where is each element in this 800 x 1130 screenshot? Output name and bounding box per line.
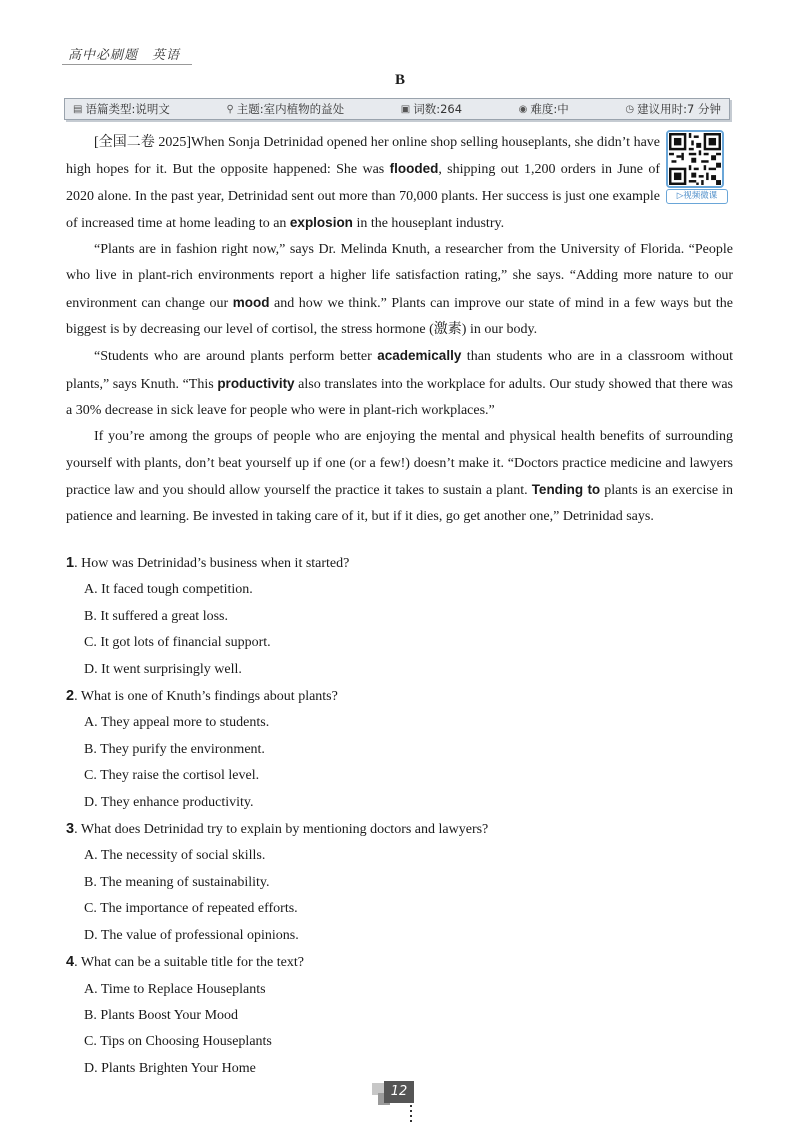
topic-text: 主题:室内植物的益处 bbox=[236, 102, 345, 116]
paragraph-4: If you’re among the groups of people who are enjoying the mental and physical health benefits of surrounding yourself with plants, don’t beat yourself up if one (or a few!) doesn’t make it. “Doctors practice medicine and lawyers practice law and you should allow yourself the practice it takes to sustain a plant. Tending to plants is an exercise in patience and learning. Be invested in taking care of it, but if it dies, go get another one,” Detrinidad says. bbox=[66, 429, 733, 525]
video-lesson-label[interactable]: ▷视频微课 bbox=[666, 189, 728, 204]
answer-option[interactable]: C. They raise the cortisol level. bbox=[84, 768, 260, 784]
info-difficulty bbox=[519, 101, 569, 117]
time-text: 建议用时:7 分钟 bbox=[637, 102, 721, 116]
key-word: explosion bbox=[289, 214, 353, 230]
answer-option[interactable]: C. The importance of repeated efforts. bbox=[84, 901, 298, 917]
difficulty-text: 难度:中 bbox=[530, 102, 569, 116]
clock-icon: ◷ bbox=[625, 103, 635, 115]
key-word: productivity bbox=[217, 375, 295, 391]
info-time bbox=[625, 101, 721, 117]
key-word: mood bbox=[232, 294, 270, 310]
reading-passage bbox=[66, 130, 733, 530]
gauge-icon: ◉ bbox=[518, 103, 528, 115]
book-icon: ▣ bbox=[400, 103, 411, 115]
question-number: 1 bbox=[66, 555, 75, 571]
header-rule bbox=[62, 64, 192, 65]
key-word: Tending to bbox=[531, 481, 601, 497]
question-1 bbox=[66, 550, 733, 683]
answer-option[interactable]: D. They enhance productivity. bbox=[84, 794, 254, 810]
info-topic bbox=[226, 101, 344, 117]
question-2 bbox=[66, 683, 733, 816]
section-letter: B bbox=[394, 72, 405, 88]
question-number: 4 bbox=[66, 954, 75, 971]
question-number: 3 bbox=[66, 821, 75, 838]
answer-option[interactable]: B. The meaning of sustainability. bbox=[84, 874, 270, 890]
decor-dots bbox=[410, 1105, 412, 1123]
info-genre bbox=[73, 101, 170, 117]
info-bar bbox=[64, 98, 730, 120]
answer-option[interactable]: C. Tips on Choosing Houseplants bbox=[84, 1034, 272, 1050]
answer-option[interactable]: A. Time to Replace Houseplants bbox=[84, 981, 266, 997]
key-word: academically bbox=[377, 348, 462, 364]
word-count-text: 词数:264 bbox=[413, 102, 463, 116]
answer-option[interactable]: D. The value of professional opinions. bbox=[84, 927, 299, 943]
source-tag: [全国二卷 2025] bbox=[94, 135, 192, 150]
paragraph-2: “Plants are in fashion right now,” says Dr. Melinda Knuth, a researcher from the University of Florida. “People who live in plant-rich environments report a higher life satisfaction rating,” she says. “Adding more nature to our environment can change our mood and how we think.” Plants can improve our state of mind in a few ways but the biggest is by decreasing our level of cortisol, the stress hormone (激素) in our body. bbox=[66, 242, 733, 338]
question-stem: 4. What can be a suitable title for the text? bbox=[66, 954, 304, 971]
paragraph-1: [全国二卷 2025]When Sonja Detrinidad opened her online shop selling houseplants, she didn’t have high hopes for it. But the opposite happened: She was flooded, shipping out 1,200 orders in June of 2020 alone. In the past year, Detrinidad sent out more than 70,000 plants. Her success is just one example of increased time at home leading to an explosion in the houseplant industry. bbox=[66, 135, 660, 231]
answer-option[interactable]: D. Plants Brighten Your Home bbox=[84, 1060, 256, 1076]
running-header: 高中必刷题 英语 bbox=[68, 48, 181, 63]
question-stem: 2. What is one of Knuth’s findings about plants? bbox=[66, 688, 338, 705]
question-number: 2 bbox=[66, 688, 75, 705]
question-list bbox=[66, 550, 733, 1082]
page-number: 12 bbox=[384, 1081, 414, 1103]
answer-option[interactable]: A. They appeal more to students. bbox=[84, 715, 270, 731]
info-word-count bbox=[401, 101, 462, 117]
answer-option[interactable]: A. The necessity of social skills. bbox=[84, 848, 266, 864]
answer-option[interactable]: B. It suffered a great loss. bbox=[84, 608, 228, 624]
paragraph-3: “Students who are around plants perform better academically than students who are in a classroom without plants,” says Knuth. “This productivity also translates into the workplace for adults. Our study showed that there was a 30% decrease in sick leave for people who were in plant-rich workplaces.” bbox=[66, 348, 733, 418]
magnifier-icon: ⚲ bbox=[226, 103, 234, 115]
answer-option[interactable]: B. They purify the environment. bbox=[84, 741, 265, 757]
document-icon: ▤ bbox=[73, 103, 83, 115]
question-4 bbox=[66, 949, 733, 1082]
answer-option[interactable]: A. It faced tough competition. bbox=[84, 582, 253, 598]
question-stem: 3. What does Detrinidad try to explain by mentioning doctors and lawyers? bbox=[66, 821, 489, 838]
key-word: flooded bbox=[389, 161, 439, 177]
genre-text: 语篇类型:说明文 bbox=[85, 102, 170, 116]
answer-option[interactable]: D. It went surprisingly well. bbox=[84, 661, 242, 677]
question-3 bbox=[66, 816, 733, 949]
answer-option[interactable]: C. It got lots of financial support. bbox=[84, 635, 271, 651]
answer-option[interactable]: B. Plants Boost Your Mood bbox=[84, 1007, 239, 1023]
question-stem: 1. How was Detrinidad’s business when it started? bbox=[66, 555, 350, 571]
